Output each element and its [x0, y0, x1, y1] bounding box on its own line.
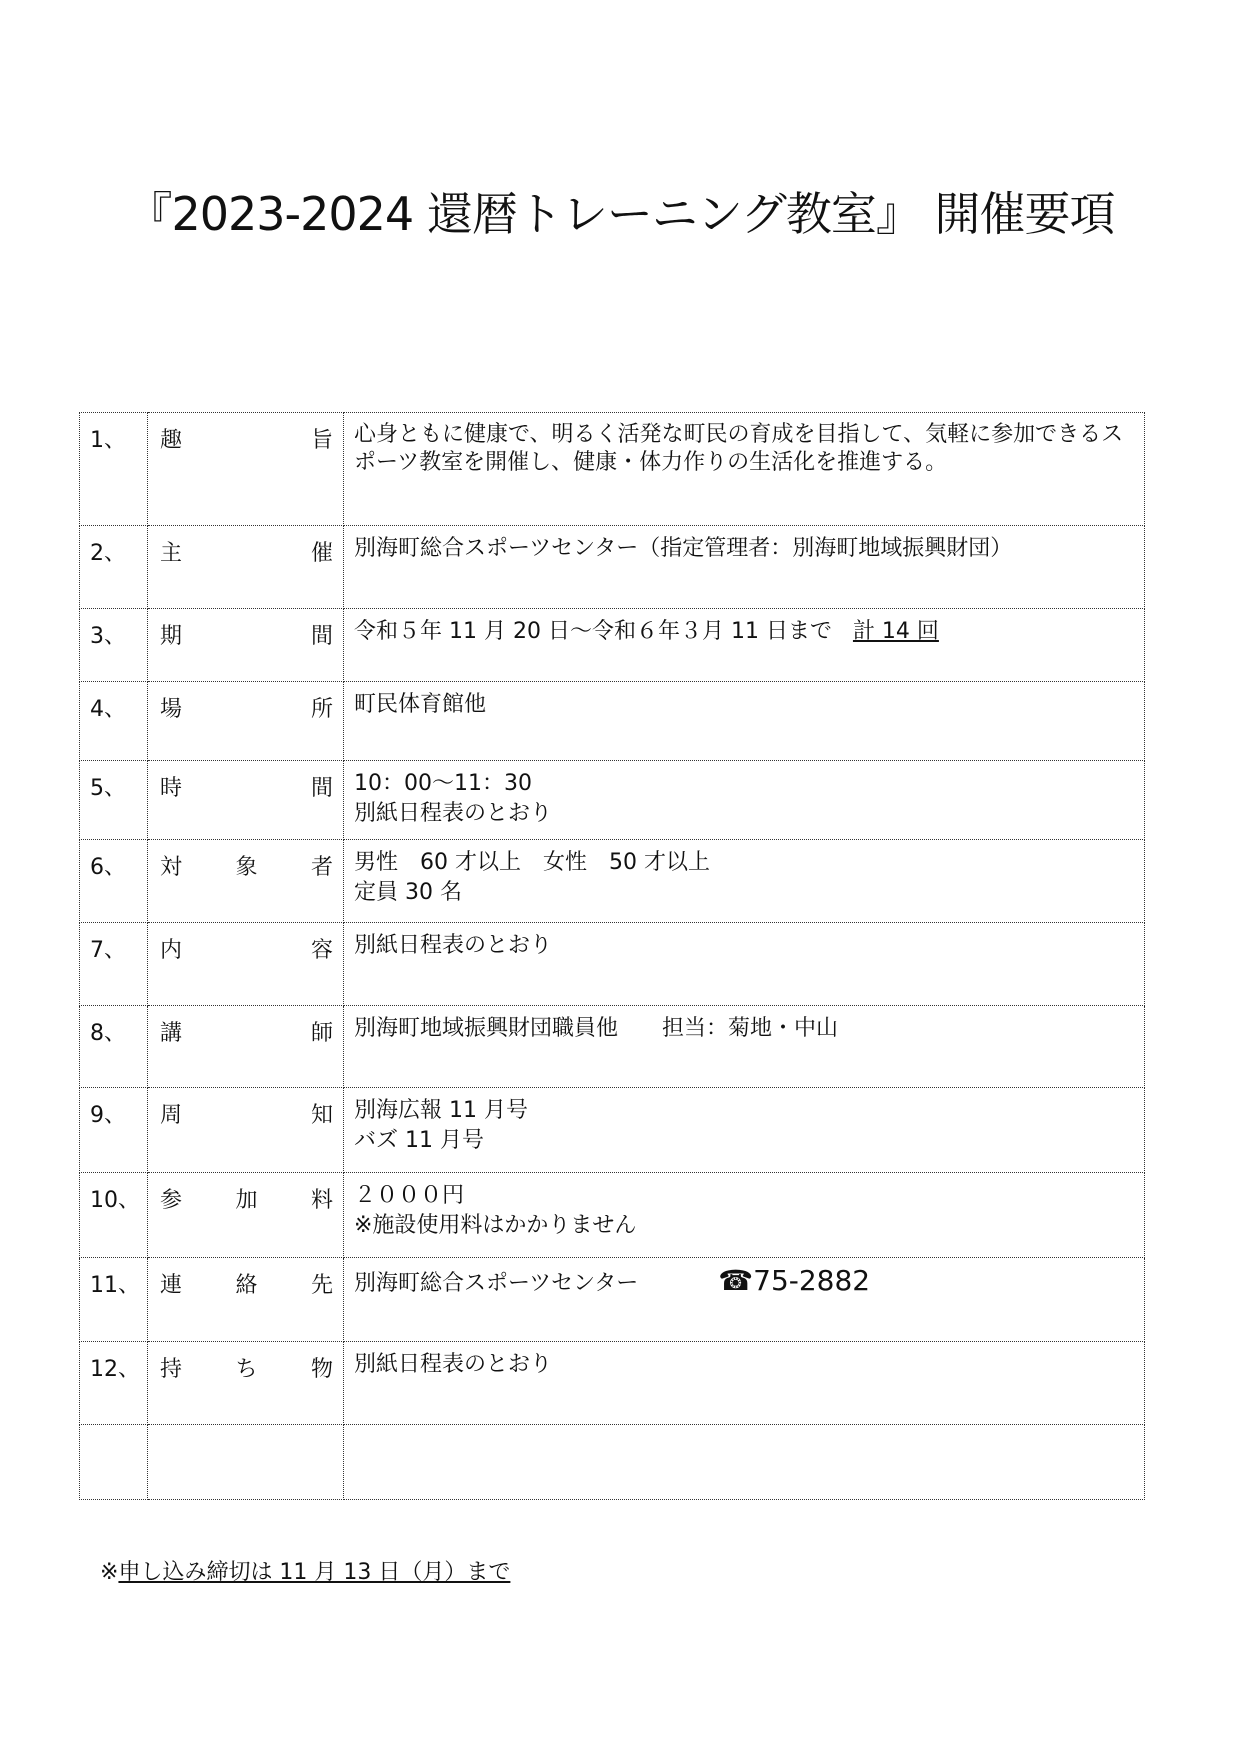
note-mark: ※ — [100, 1560, 119, 1585]
phone-number: ☎75-2882 — [718, 1264, 871, 1297]
table-row — [80, 1088, 1145, 1173]
row-label: 場 所 — [160, 697, 333, 722]
notice-text-2: バズ 11 月号 — [354, 1128, 484, 1153]
contact-text: 別海町総合スポーツセンター — [354, 1271, 639, 1296]
row-number: 6、 — [90, 855, 126, 880]
fee-text: ２０００円 — [354, 1183, 465, 1208]
row-label: 参 加 料 — [160, 1188, 333, 1213]
table-row — [80, 1342, 1145, 1425]
purpose-text: 心身ともに健康で、明るく活発な町民の育成を目指して、気軽に参加できるスポーツ教室を開催し、健康・体力作りの生活化を推進する。 — [354, 422, 1124, 475]
row-number: 9、 — [90, 1103, 126, 1128]
table-row — [80, 840, 1145, 923]
time-note: 別紙日程表のとおり — [354, 801, 553, 826]
row-number: 5、 — [90, 776, 126, 801]
row-label: 期 間 — [160, 624, 333, 649]
row-number: 2、 — [90, 541, 126, 566]
row-label: 周 知 — [160, 1103, 333, 1128]
table-row — [80, 761, 1145, 840]
outline-table — [79, 412, 1145, 1500]
page-title: 『2023-2024 還暦トレーニング教室』 開催要項 — [126, 187, 1115, 241]
row-number: 4、 — [90, 697, 126, 722]
row-number: 11、 — [90, 1273, 140, 1298]
period-text: 令和５年 11 月 20 日～令和６年３月 11 日まで — [354, 619, 832, 644]
row-number: 7、 — [90, 938, 126, 963]
table-row-empty — [80, 1425, 1145, 1500]
table-row — [80, 1173, 1145, 1258]
instructor-text: 別海町地域振興財団職員他 担当：菊地・中山 — [354, 1016, 839, 1041]
belongings-text: 別紙日程表のとおり — [354, 1352, 553, 1377]
table-row — [80, 923, 1145, 1006]
table-row — [80, 526, 1145, 609]
table-row — [80, 413, 1145, 526]
row-number: 12、 — [90, 1357, 140, 1382]
deadline-note — [100, 1555, 510, 1586]
eligibility-text: 男性 60 才以上 女性 50 才以上 — [354, 850, 710, 875]
row-number: 10、 — [90, 1188, 140, 1213]
row-number: 8、 — [90, 1021, 126, 1046]
row-label: 主 催 — [160, 541, 333, 566]
time-text: 10：00～11：30 — [354, 771, 532, 796]
row-label: 内 容 — [160, 938, 333, 963]
row-label: 持 ち 物 — [160, 1357, 333, 1382]
table-row — [80, 609, 1145, 682]
row-number: 3、 — [90, 624, 126, 649]
row-label: 趣 旨 — [160, 428, 333, 453]
row-number: 1、 — [90, 428, 126, 453]
table-row — [80, 1258, 1145, 1342]
row-label: 時 間 — [160, 776, 333, 801]
capacity-text: 定員 30 名 — [354, 880, 462, 905]
total-sessions: 計 14 回 — [852, 619, 939, 644]
table-row — [80, 1006, 1145, 1088]
fee-note: ※施設使用料はかかりません — [354, 1213, 637, 1238]
organizer-text: 別海町総合スポーツセンター（指定管理者：別海町地域振興財団） — [354, 536, 1013, 561]
table-row — [80, 682, 1145, 761]
row-label: 対 象 者 — [160, 855, 333, 880]
venue-text: 町民体育館他 — [354, 692, 487, 717]
notice-text: 別海広報 11 月号 — [354, 1098, 528, 1123]
deadline-text: 申し込み締切は 11 月 13 日（月）まで — [118, 1560, 511, 1585]
row-label: 連 絡 先 — [160, 1273, 333, 1298]
content-text: 別紙日程表のとおり — [354, 933, 553, 958]
row-label: 講 師 — [160, 1021, 333, 1046]
